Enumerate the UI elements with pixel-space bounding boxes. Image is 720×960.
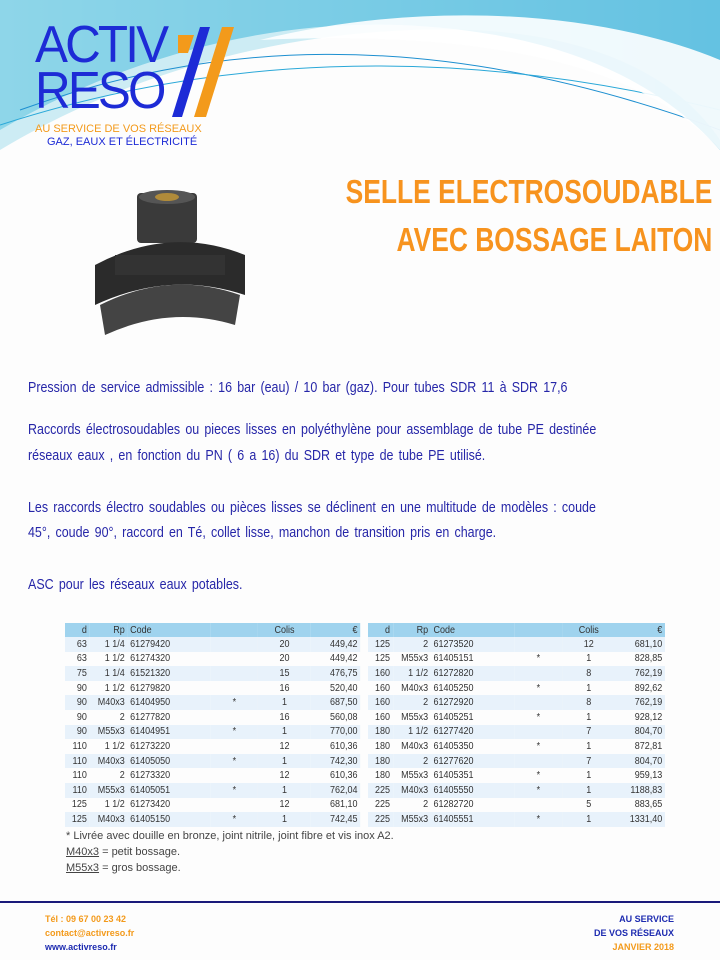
table-cell: 61273420 [130,799,171,811]
table-cell: 610,36 [329,740,358,752]
footer-slogan-1: AU SERVICE [619,914,674,924]
table-cell: 928,12 [634,711,663,723]
note-m55-text: = gros bossage. [99,862,181,874]
table-cell: 160 [375,682,391,694]
table-cell: 1 [586,770,592,782]
table-cell: 892,62 [634,682,663,694]
table-cell: 449,42 [329,653,358,665]
table-cell [211,768,258,783]
table-cell: 1 [258,695,311,710]
table-cell: 2 [393,637,431,652]
table-cell [515,637,563,652]
table-row [368,666,665,681]
footer-email-link[interactable]: contact@activreso.fr [45,928,135,938]
table-cell: 762,04 [311,783,360,798]
table-cell: 7 [562,725,615,740]
table-cell: 125 [368,637,393,652]
table-cell: * [211,754,258,769]
table-cell: 61405051 [127,783,210,798]
table-cell: 61272920 [431,695,515,710]
paragraph-raccords-2: réseaux eaux , en fonction du PN ( 6 a 16) du SDR et type de tube PE utilisé. [28,448,486,464]
table-cell: 5 [586,799,592,811]
column-header: € [311,623,360,637]
column-header [515,623,563,637]
table-cell: 1 [586,711,592,723]
table-cell: 61274320 [130,653,171,665]
table-cell: 63 [76,653,87,665]
table-cell: 762,19 [615,695,665,710]
table-row [65,768,360,783]
logo-word-activ: ACTIV [35,16,167,74]
column-header: Rp [393,623,431,637]
table-cell: * [211,783,258,798]
table-cell: 8 [562,666,615,681]
table-cell: 476,75 [311,666,360,681]
table-cell [211,710,258,725]
table-cell: 61279820 [130,682,171,694]
table-cell: 61277420 [431,725,515,740]
table-cell [515,695,563,710]
table-cell: 12 [279,740,290,752]
table-cell: 90 [65,695,90,710]
footer-slogan-2: DE VOS RÉSEAUX [593,928,674,938]
table-cell: 2 [119,770,125,782]
table-cell: 770,00 [311,725,360,740]
table-cell: 61273220 [130,740,171,752]
table-cell: 125 [65,812,90,827]
table-cell: 225 [375,799,391,811]
table-cell: 61277820 [130,711,171,723]
table-cell [515,798,563,813]
table-cell: 1 1/2 [104,799,125,811]
table-row [368,768,665,783]
table-row [65,681,360,696]
table-cell: * [211,812,258,827]
logo-tagline-1: AU SERVICE DE VOS RÉSEAUX [35,123,202,135]
table-row [368,710,665,725]
table-row [368,681,665,696]
table-cell: 804,70 [615,725,665,740]
table-cell: 1 [258,812,311,827]
table-cell: 7 [562,754,615,769]
logo-word-reso: RESO [35,62,164,120]
column-header: € [615,623,665,637]
table-row [65,695,360,710]
table-row [368,637,665,652]
table-cell: 61272820 [431,666,515,681]
table-cell: 110 [65,754,90,769]
table-cell: 16 [279,682,290,694]
table-cell: 160 [375,711,391,723]
table-cell: * [515,783,563,798]
note-m55-code: M55x3 [66,862,100,874]
footer-website-link[interactable]: www.activreso.fr [45,942,117,952]
table-cell: 1 1/4 [90,637,128,652]
table-cell: 742,45 [311,812,360,827]
column-header: d [368,623,393,637]
table-cell: 1 1/2 [393,666,431,681]
table-cell: * [536,770,541,782]
table-cell [211,637,258,652]
table-header-row [368,623,665,637]
table-cell: * [536,682,541,694]
table-cell: 1 [562,812,615,827]
logo-slashes-icon [170,27,240,119]
table-cell: 2 [393,695,431,710]
footer-contact [45,912,134,954]
note-m40-text: = petit bossage. [99,846,181,858]
table-cell [211,652,258,667]
table-cell: 804,70 [615,754,665,769]
table-cell: 225 [368,812,393,827]
page-title [345,168,712,264]
table-cell: 1 1/2 [104,653,125,665]
paragraph-models-2: 45°, coude 90°, raccord en Té, collet lisse, manchon de transition pris en charge. [28,525,497,541]
table-cell: 75 [65,666,90,681]
column-header: Rp [90,623,128,637]
table-cell: 12 [279,770,290,782]
table-row [65,666,360,681]
table-notes [66,828,394,876]
table-cell: 20 [279,653,290,665]
table-row [65,739,360,754]
table-cell: 61405551 [431,812,515,827]
table-cell: 1 1/2 [393,725,431,740]
column-header: Colis [562,623,615,637]
table-cell: 1 [562,783,615,798]
column-header [211,623,258,637]
table-cell [211,681,258,696]
table-row [65,798,360,813]
table-cell: 160 [368,666,393,681]
table-cell: 125 [375,653,391,665]
table-cell: * [536,740,541,752]
table-cell: 20 [258,637,311,652]
table-cell: * [536,711,541,723]
table-cell: 681,10 [615,637,665,652]
table-cell: 63 [65,637,90,652]
table-cell: 1 [258,783,311,798]
column-header: d [65,623,90,637]
table-cell [515,666,563,681]
table-cell [211,798,258,813]
table-cell: 90 [65,725,90,740]
price-table-right [368,623,665,827]
table-cell: 16 [279,711,290,723]
table-cell: 560,08 [329,711,358,723]
table-cell: 610,36 [329,770,358,782]
table-cell: 180 [375,740,391,752]
logo [35,16,235,152]
table-cell: * [515,812,563,827]
table-cell: M40x3 [90,754,128,769]
table-row [65,812,360,827]
table-cell: 15 [258,666,311,681]
column-header: Colis [258,623,311,637]
table-cell: 742,30 [311,754,360,769]
table-cell: 90 [76,711,87,723]
table-row [368,725,665,740]
table-cell: 1 [586,682,592,694]
table-cell: 61273320 [130,770,171,782]
footer-phone: Tél : 09 67 00 23 42 [45,914,127,924]
table-row [368,695,665,710]
table-cell: 8 [562,695,615,710]
table-cell: 12 [562,637,615,652]
table-cell: 1 [586,740,592,752]
table-row [368,783,665,798]
table-cell: 61405151 [433,653,474,665]
title-line-1: SELLE ELECTROSOUDABLE [345,173,712,210]
table-cell: 160 [368,695,393,710]
table-cell: 1 1/4 [90,666,128,681]
table-cell: 180 [368,725,393,740]
price-table-left [65,623,360,827]
footer-right [594,912,674,954]
table-cell: 762,19 [615,666,665,681]
table-cell: 520,40 [329,682,358,694]
table-cell: 61405350 [433,740,474,752]
table-header-row [65,623,360,637]
table-row [65,754,360,769]
table-cell: 2 [423,799,429,811]
table-cell: M40x3 [393,783,431,798]
table-cell: M55x3 [90,783,128,798]
note-asterisk: * Livrée avec douille en bronze, joint nitrile, joint fibre et vis inox A2. [66,830,394,842]
table-cell: 125 [71,799,87,811]
column-header: Code [431,623,515,637]
table-row [368,739,665,754]
table-cell: 61282720 [433,799,474,811]
table-cell [211,666,258,681]
table-cell: 61405050 [127,754,210,769]
table-cell: 180 [368,754,393,769]
column-header: Code [127,623,210,637]
title-line-2: AVEC BOSSAGE LAITON [396,221,712,258]
table-cell: * [536,653,541,665]
paragraph-pressure: Pression de service admissible : 16 bar (eau) / 10 bar (gaz). Pour tubes SDR 11 à SDR 17,6 [28,380,568,396]
table-cell: M40x3 [401,740,429,752]
table-cell: M55x3 [401,711,429,723]
table-cell: * [211,725,258,740]
table-cell: M55x3 [393,812,431,827]
table-cell: * [211,695,258,710]
table-cell: 1 [258,725,311,740]
table-cell: 110 [65,783,90,798]
table-cell [515,725,563,740]
table-cell: 959,13 [634,770,663,782]
paragraph-models-1: Les raccords électro soudables ou pièces lisses se déclinent en une multitude de modèles : coude [28,500,596,516]
table-cell: 2 [119,711,125,723]
table-cell: 883,65 [634,799,663,811]
footer-divider [0,901,720,903]
table-cell: 61405150 [127,812,210,827]
product-image [75,185,265,350]
table-cell: 90 [76,682,87,694]
table-cell: 61405251 [433,711,474,723]
table-row [368,812,665,827]
table-cell [211,739,258,754]
table-cell: 12 [279,799,290,811]
footer-date: JANVIER 2018 [612,942,674,952]
table-cell: 180 [375,770,391,782]
table-cell: M55x3 [90,725,128,740]
table-cell: 1 1/2 [104,682,125,694]
table-row [65,710,360,725]
table-cell: 61405550 [431,783,515,798]
table-row [65,637,360,652]
table-cell: 61404951 [127,725,210,740]
table-cell: 61521320 [127,666,210,681]
table-cell: M55x3 [401,770,429,782]
table-cell: 61405351 [433,770,474,782]
table-cell: 2 [393,754,431,769]
table-cell: M40x3 [90,812,128,827]
table-cell: 1 1/2 [104,740,125,752]
table-cell: 110 [72,740,87,752]
table-cell: M55x3 [401,653,429,665]
paragraph-asc: ASC pour les réseaux eaux potables. [28,577,243,593]
table-cell: 449,42 [311,637,360,652]
table-row [65,783,360,798]
table-cell: 1 [258,754,311,769]
table-row [368,754,665,769]
note-m40-code: M40x3 [66,846,100,858]
table-cell: 61279420 [127,637,210,652]
table-cell: 1331,40 [615,812,665,827]
table-row [65,725,360,740]
table-cell: 61405250 [433,682,474,694]
table-cell: 61273520 [431,637,515,652]
table-cell: 61404950 [127,695,210,710]
table-cell: 681,10 [329,799,358,811]
table-cell: 110 [72,770,87,782]
table-cell: 687,50 [311,695,360,710]
table-cell: 1 [586,653,592,665]
table-cell: 61277620 [431,754,515,769]
table-cell: 1188,83 [615,783,665,798]
table-row [368,798,665,813]
table-cell: 872,81 [634,740,663,752]
table-cell [515,754,563,769]
table-cell: M40x3 [90,695,128,710]
table-cell: 225 [368,783,393,798]
logo-tagline-2: GAZ, EAUX ET ÉLECTRICITÉ [47,136,198,148]
table-row [65,652,360,667]
table-row [368,652,665,667]
table-cell: 828,85 [634,653,663,665]
table-cell: M40x3 [401,682,429,694]
paragraph-raccords-1: Raccords électrosoudables ou pieces lisses en polyéthylène pour assemblage de tube PE destinée [28,422,597,438]
